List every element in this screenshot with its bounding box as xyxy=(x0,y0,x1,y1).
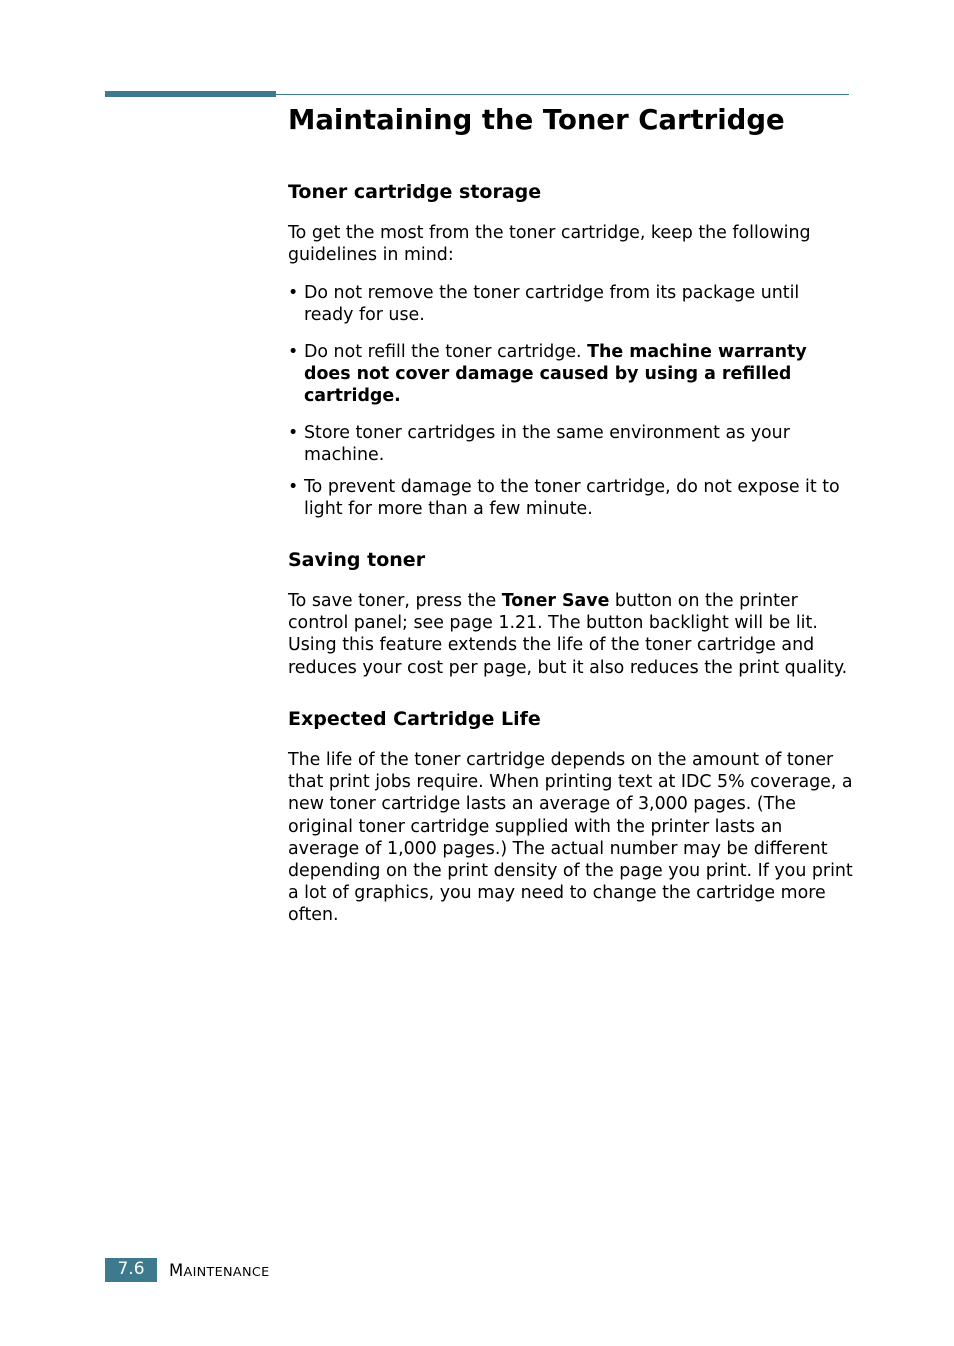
storage-heading: Toner cartridge storage xyxy=(288,181,542,203)
saving-text: To save toner, press the xyxy=(288,591,502,611)
header-accent-bar xyxy=(105,91,276,97)
saving-paragraph xyxy=(288,590,858,679)
list-item xyxy=(288,282,853,326)
saving-heading: Saving toner xyxy=(288,549,426,571)
warranty-warning: The machine warranty does not cover damage caused by using a refilled cartridge. xyxy=(304,342,807,406)
bullet: • xyxy=(288,342,299,362)
header-rule xyxy=(276,94,849,95)
chapter-name xyxy=(169,1260,269,1284)
list-item xyxy=(288,476,853,520)
bullet: • xyxy=(288,423,299,443)
chapter-rest: AINTENANCE xyxy=(183,1265,270,1280)
page-title: Maintaining the Toner Cartridge xyxy=(288,104,785,136)
storage-intro: To get the most from the toner cartridge, keep the following guidelines in mind: xyxy=(288,223,811,266)
bullet: • xyxy=(288,477,299,497)
life-paragraph: The life of the toner cartridge depends on the amount of toner that print jobs require. When printing text at IDC 5% coverage, a new toner cartridge lasts an average of 3,000 pages. (The original toner cartridge supplied with the printer lasts an average of 1,000 pages.) The actual number may be different depending on the print density of the page you print. If you print a lot of graphics, you may need to change the cartridge more often. xyxy=(288,750,853,926)
list-item-text: Store toner cartridges in the same environment as your machine. xyxy=(304,423,790,465)
life-heading: Expected Cartridge Life xyxy=(288,708,541,730)
list-item-text: Do not remove the toner cartridge from its package until ready for use. xyxy=(304,283,800,325)
page-number: 7.6 xyxy=(105,1258,157,1282)
list-item-text: To prevent damage to the toner cartridge, do not expose it to light for more than a few minute. xyxy=(304,477,840,519)
chapter-initial: M xyxy=(169,1261,184,1280)
bullet: • xyxy=(288,283,299,303)
toner-save-label: Toner Save xyxy=(501,591,610,611)
saving-text: button on the printer control panel; see page 1.21. The button backlight will be lit. Using this feature extends the life of the toner cartridge and reduces your cost per page, but it also reduces the print quality. xyxy=(288,591,848,678)
list-item xyxy=(288,341,853,407)
list-item-text: Do not refill the toner cartridge. xyxy=(304,342,588,362)
list-item xyxy=(288,422,853,466)
